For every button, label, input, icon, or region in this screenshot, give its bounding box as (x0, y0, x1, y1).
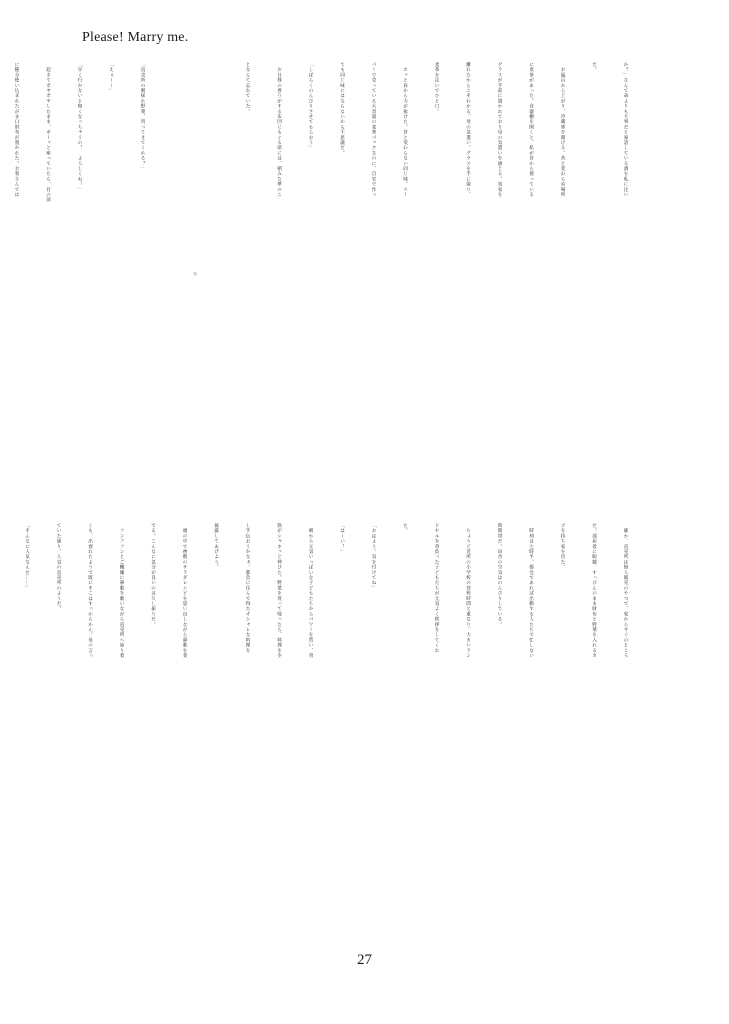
text-line: フンフフンとご機嫌に鼻歌を歌いながら直売所へ辿り着 (119, 523, 124, 659)
text-line: 筋がシャキッと伸びた。野菜を買って帰ったら、料理を少 (276, 523, 282, 659)
text-line: 離れたからこそわかる、母の気遣い。グラスを手に取り、 (465, 62, 471, 198)
section-divider: ◇ (192, 271, 198, 278)
text-line: 確か、直売所は無人販売のやつで、家からすぐのところ (623, 523, 628, 659)
running-head: Please! Marry me. (82, 30, 189, 45)
text-line: となんて忘れていた。 (245, 62, 250, 114)
text-line: に随分使い込まれたがま口財布が置かれた。お客さんでは (14, 62, 19, 198)
text-line: か？」なんて命よりも大事だと豪語している酒を私に注い (623, 62, 628, 198)
text-line: でる。こんなに気分が良いのは久し振りだ。 (150, 523, 156, 627)
text-line: 「直売所の朝採れ野菜、買ってきてくれる？」 (140, 62, 145, 172)
text-line: し手伝おうかなぁ。都会に住んで得たオシャレな料理を (245, 523, 250, 653)
text-line: パーで売っている大容量の麦茶パックなのに、自宅で作っ (371, 62, 376, 198)
text-line: グラスが手前に置かれており母の気遣いを感じる。実家を (497, 62, 502, 198)
text-line: ていた通り、人気の直売所のようだ。 (56, 523, 61, 612)
text-line: 時間帯だ。田舎の空気はのんびりしている。 (497, 523, 502, 627)
text-line: 頭の中で複数のサラダレシピを思い出しながら鼻歌を奏 (182, 523, 187, 659)
text-line: くも、出遅れたようで既にそこはすっからかん。母の言っ (87, 523, 93, 659)
text-line: 「早く行かないと無くなっちゃうの！ よろしくね！」 (77, 62, 82, 192)
page-number: 27 (357, 952, 372, 968)
lower-text-block (24, 523, 651, 948)
upper-text-block (14, 62, 651, 487)
text-line: に麦茶があった。食器棚を開くと、私が昔から使っている (528, 62, 534, 198)
text-line: お風呂から上がり、冷蔵庫を開ける。昔と変わらぬ場所 (560, 62, 565, 198)
text-line: 「そんなに人気なんだ……」 (24, 523, 30, 591)
text-line: だ。部屋着に眼鏡、すっぴんのまま財布と野菜を入れるカ (591, 523, 597, 659)
text-line: 「おはよう。気を付けてね」 (371, 523, 376, 591)
text-line: 披露してあげよう。 (213, 523, 219, 570)
text-line: 起きてポヤポヤしたまま、ボーッと座っていたら、目の前 (45, 62, 51, 203)
text-line: 「しばらくのんびりさせてもらおう」 (308, 62, 313, 151)
text-line: ちょうど近所の小学校の登校時間と重なり、大きいラン (465, 523, 471, 659)
text-line: ドセルを背負った子どもたちが元気よく挨拶をしてくれ (434, 523, 439, 653)
text-line: た。 (402, 523, 408, 534)
text-line: 「は～い！」 (339, 523, 345, 555)
text-line: ても同じ味にはならないから不思議だ。 (339, 62, 345, 156)
text-line: だ。 (591, 62, 597, 73)
text-line: お日様の香りがする布団にもぐる頃には、朝みた夢のこ (276, 62, 282, 198)
text-line: 朝から元気いっぱいな子どもたちからパワーを貰い、背 (308, 523, 313, 659)
text-line: ホッと肩から力が抜けた。昔と変わらない同じ味。スー (402, 62, 408, 198)
text-line: ゴを持ち家を出た。 (560, 523, 565, 570)
text-line: 「えぇ～～」 (108, 62, 114, 94)
text-line: 時刻は七時半。都会であれば出勤する人たちで忙しない (528, 523, 534, 659)
text-line: 麦茶を注いでひと口。 (434, 62, 439, 114)
